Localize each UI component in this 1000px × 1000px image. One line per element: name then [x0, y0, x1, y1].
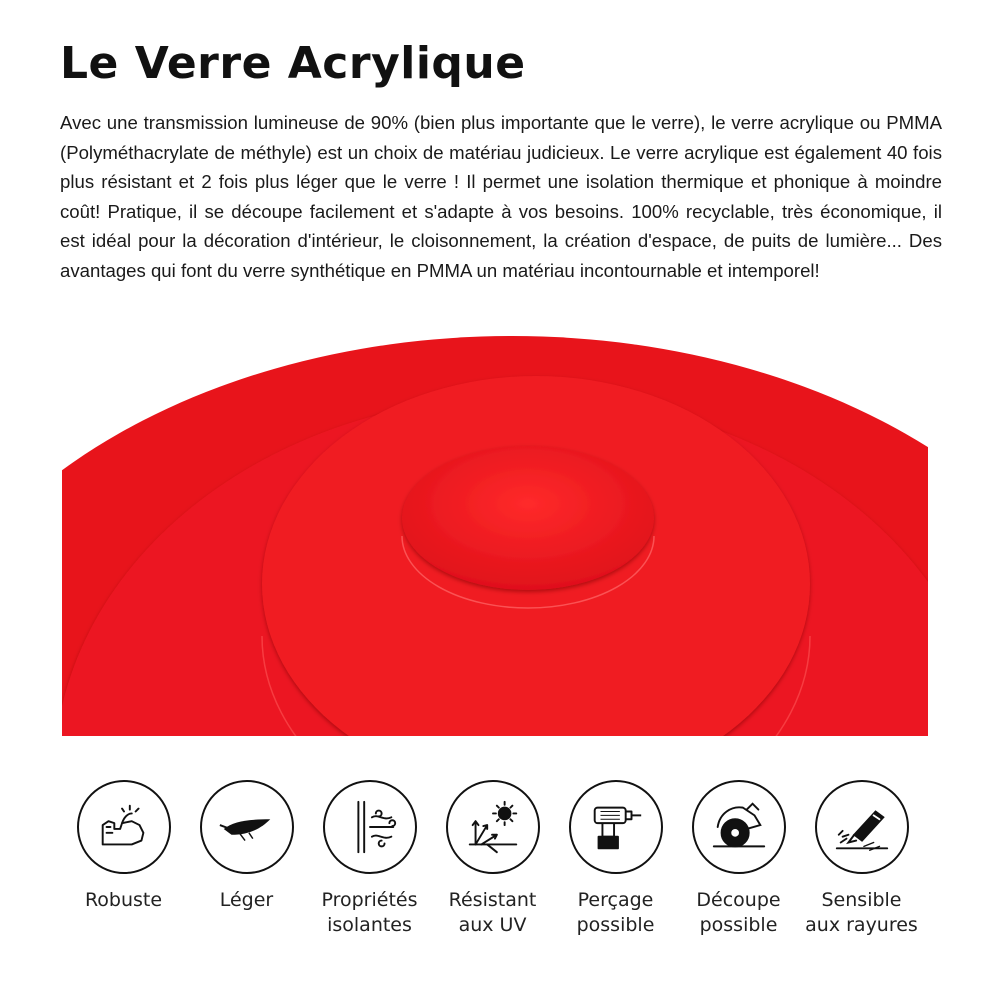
uv-sun-icon — [446, 780, 540, 874]
feature-percage — [554, 780, 677, 938]
feature-uv — [431, 780, 554, 938]
feature-label-2: possible — [699, 914, 778, 936]
red-acrylic-discs-photo — [62, 336, 928, 736]
feature-isolantes — [308, 780, 431, 938]
feature-label: Sensible — [821, 889, 902, 911]
intro-paragraph: Avec une transmission lumineuse de 90% (bien plus importante que le verre), le verre acrylique ou PMMA (Polyméthacrylate de méthyle) est un choix de matériau judicieux. Le verre acrylique est également 40 fois plus résistant et 2 fois plus léger que le verre ! Il permet une isolation thermique et phonique à moindre coût! Pratique, il se découpe facilement et s'adapte à vos besoins. 100% recyclable, très économique, il est idéal pour la décoration d'intérieur, le cloisonnement, la création d'espace, de puits de lumière... Des avantages qui font du verre synthétique en PMMA un matériau incontournable et intemporel! — [60, 112, 942, 281]
feature-label: Résistant — [448, 889, 537, 911]
feature-robuste — [62, 780, 185, 913]
red-discs-illustration — [62, 336, 928, 736]
feature-label: Découpe — [696, 889, 781, 911]
feature-list — [62, 780, 928, 950]
feature-label: Robuste — [84, 889, 163, 911]
flexed-arm-icon — [77, 780, 171, 874]
feature-leger — [185, 780, 308, 913]
feature-decoupe — [677, 780, 800, 938]
feather-icon — [200, 780, 294, 874]
page-title: Le Verre Acrylique — [60, 38, 526, 89]
feature-label: Léger — [219, 889, 274, 911]
insulation-icon — [323, 780, 417, 874]
feature-label: Perçage — [577, 889, 654, 911]
circular-saw-icon — [692, 780, 786, 874]
feature-label-2: aux UV — [458, 914, 527, 936]
feature-label: Propriétés — [321, 889, 418, 911]
feature-label-2: possible — [576, 914, 655, 936]
disc-4 — [402, 446, 654, 590]
feature-label-2: isolantes — [327, 914, 412, 936]
feature-label-2: aux rayures — [805, 914, 918, 936]
cutter-knife-icon — [815, 780, 909, 874]
drill-icon — [569, 780, 663, 874]
feature-rayures — [800, 780, 923, 938]
